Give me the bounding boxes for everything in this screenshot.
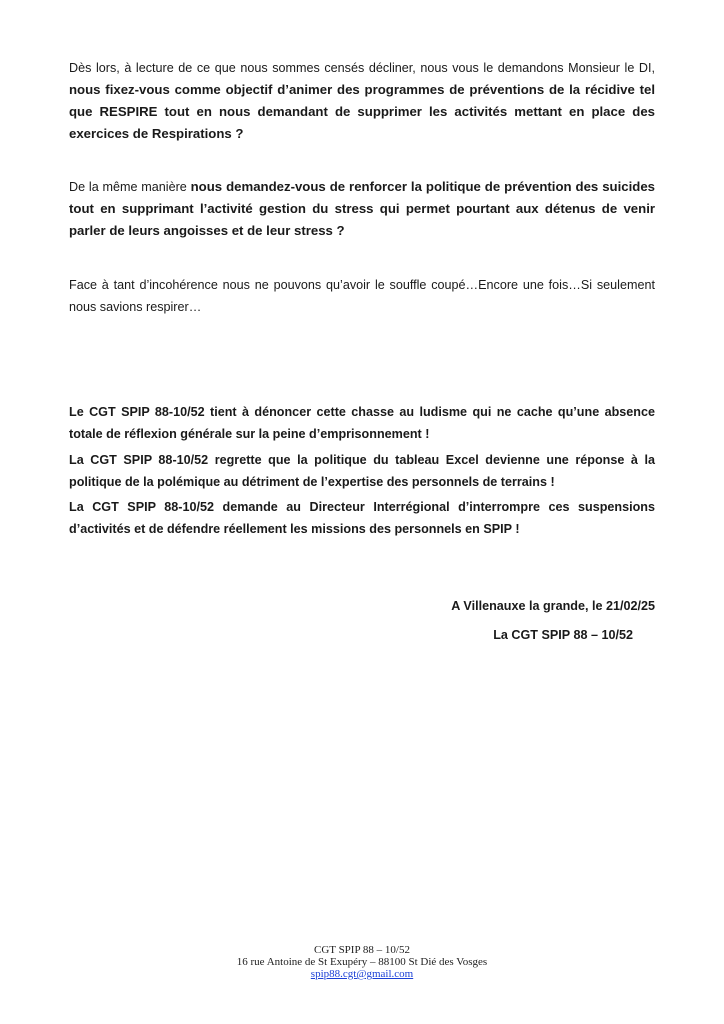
paragraph-tableau-excel: La CGT SPIP 88-10/52 regrette que la politique du tableau Excel devienne une réponse à la politique de la polémique au détriment de l’expertise des personnels de terrains ! [69,453,655,489]
footer-email-line [0,968,724,980]
paragraph-suicide-prevention [69,176,655,242]
paragraph-intro-text: Dès lors, à lecture de ce que nous sommes censés décliner, nous vous le demandons Monsieur le DI, [69,61,655,75]
paragraph-denonciation: Le CGT SPIP 88-10/52 tient à dénoncer cette chasse au ludisme qui ne cache qu’une absence totale de réflexion générale sur la peine d’emprisonnement ! [69,405,655,441]
footer-org-name: CGT SPIP 88 – 10/52 [314,944,410,956]
signature-place-date: A Villenauxe la grande, le 21/02/25 [451,599,655,613]
paragraph-incoherence: Face à tant d’incohérence nous ne pouvons qu’avoir le souffle coupé…Encore une fois…Si seulement nous savions respirer… [69,278,655,314]
footer-email-link[interactable]: spip88.cgt@gmail.com [310,968,414,980]
paragraph-bold-question: nous demandez-vous de renforcer la politique de prévention des suicides tout en supprimant l’activité gestion du stress qui permet pourtant aux détenus de venir parler de leurs angoisses et de leur stress ? [69,179,656,238]
footer-address: 16 rue Antoine de St Exupéry – 88100 St Dié des Vosges [236,956,488,968]
signature-organization: La CGT SPIP 88 – 10/52 [493,628,633,642]
paragraph-respire-question [69,57,655,145]
paragraph-demande-directeur: La CGT SPIP 88-10/52 demande au Directeur Interrégional d’interrompre ces suspensions d’activités et de défendre réellement les missions des personnels en SPIP ! [69,500,655,536]
paragraph-intro-text: De la même manière [69,180,191,194]
paragraph-bold-question: nous fixez-vous comme objectif d’animer des programmes de préventions de la récidive tel que RESPIRE tout en nous demandant de supprimer les activités mettant en place des exercices de Respirations ? [69,82,655,141]
